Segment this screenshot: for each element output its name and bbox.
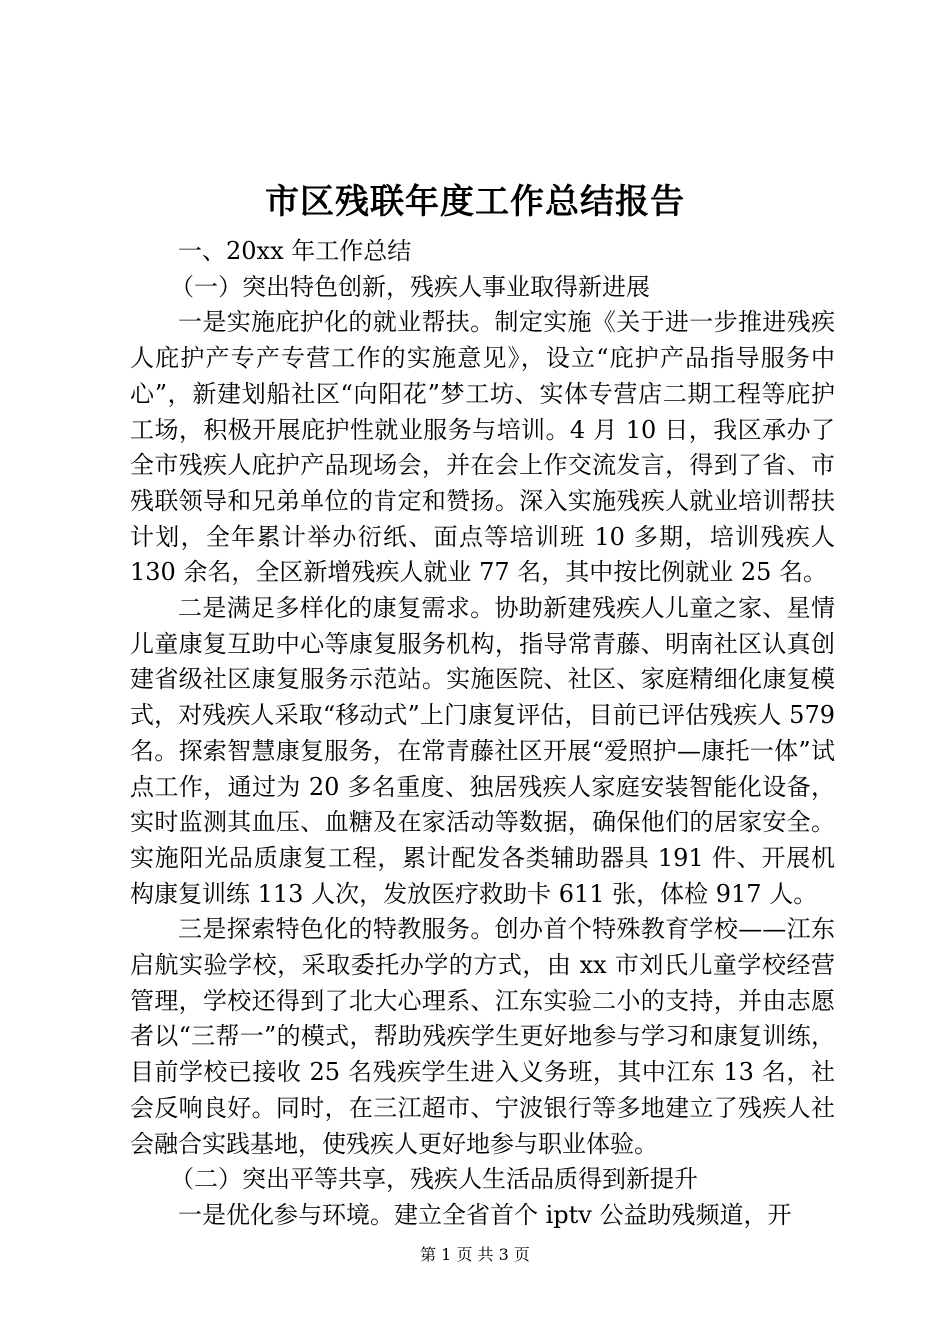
document-body — [130, 234, 835, 1234]
document-title: 市区残联年度工作总结报告 — [265, 182, 685, 222]
body-paragraph: 三是探索特色化的特教服务。创办首个特殊教育学校——江东启航实验学校，采取委托办学的方式，由 xx 市刘氏儿童学校经营管理，学校还得到了北大心理系、江东实验二小的支持，并由志愿者以“三帮一”的模式，帮助残疾学生更好地参与学习和康复训练，目前学校已接收 25 名残疾学生进入义务班，其中江东 13 名，社会反响良好。同时，在三江超市、宁波银行等多地建立了残疾人社会融合实践基地，使残疾人更好地参与职业体验。 — [130, 915, 835, 1158]
body-paragraph: 二是满足多样化的康复需求。协助新建残疾人儿童之家、星情儿童康复互助中心等康复服务机构，指导常青藤、明南社区认真创建省级社区康复服务示范站。实施医院、社区、家庭精细化康复模式，对残疾人采取“移动式”上门康复评估，目前已评估残疾人 579 名。探索智慧康复服务，在常青藤社区开展“爱照护—康托一体”试点工作，通过为 20 多名重度、独居残疾人家庭安装智能化设备，实时监测其血压、血糖及在家活动等数据，确保他们的居家安全。实施阳光品质康复工程，累计配发各类辅助器具 191 件、开展机构康复训练 113 人次，发放医疗救助卡 611 张，体检 917 人。 — [130, 594, 835, 908]
subsection-heading: （二）突出平等共享，残疾人生活品质得到新提升 — [170, 1165, 698, 1194]
subsection-heading: （一）突出特色创新，残疾人事业取得新进展 — [170, 272, 650, 301]
page-footer: 第 1 页 共 3 页 — [420, 1245, 530, 1264]
body-paragraph: 一是实施庇护化的就业帮扶。制定实施《关于进一步推进残疾人庇护产专产专营工作的实施意见》，设立“庇护产品指导服务中心”，新建划船社区“向阳花”梦工坊、实体专营店二期工程等庇护工场，积极开展庇护性就业服务与培训。4 月 10 日，我区承办了全市残疾人庇护产品现场会，并在会上作交流发言，得到了省、市残联领导和兄弟单位的肯定和赞扬。深入实施残疾人就业培训帮扶计划，全年累计举办衍纸、面点等培训班 10 多期，培训残疾人 130 余名，全区新增残疾人就业 77 名，其中按比例就业 25 名。 — [130, 308, 835, 587]
section-heading: 一、20xx 年工作总结 — [178, 237, 412, 265]
body-paragraph: 一是优化参与环境。建立全省首个 iptv 公益助残频道，开 — [178, 1200, 792, 1229]
